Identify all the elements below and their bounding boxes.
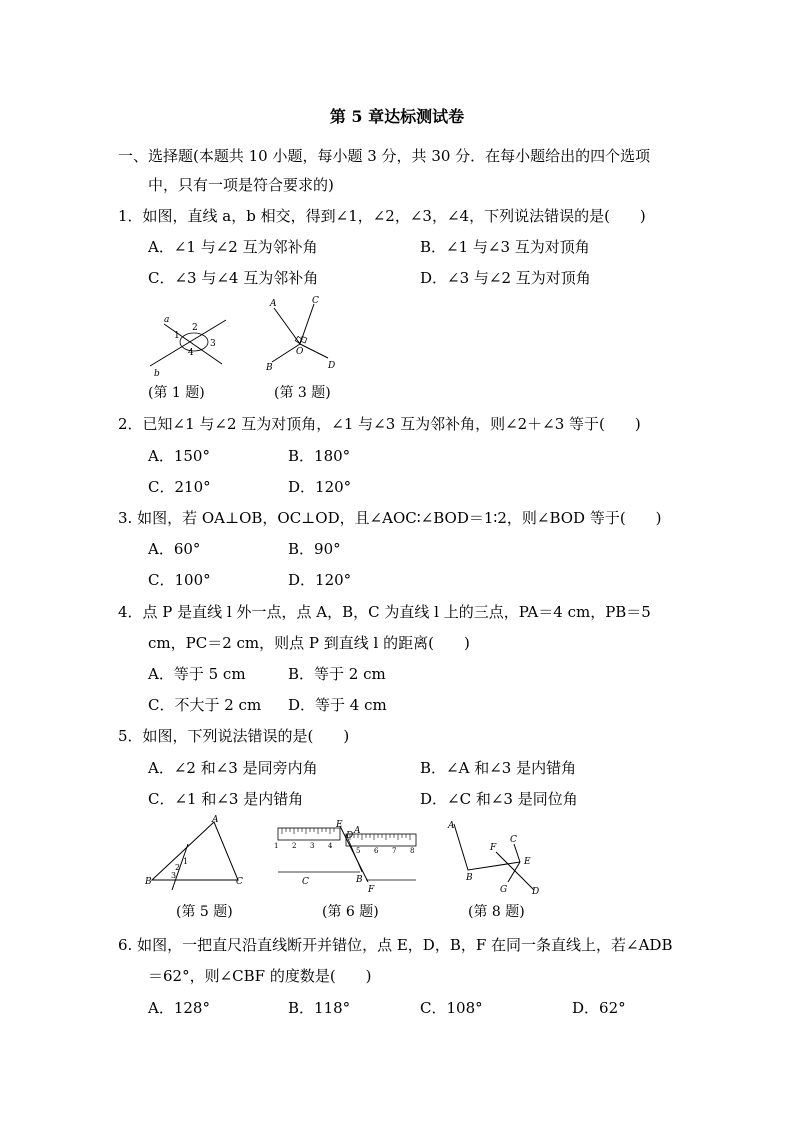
ruler-left-ticks xyxy=(282,828,334,834)
question-6-option-d: D．62° xyxy=(572,999,626,1017)
figure-5-caption: (第 5 题) xyxy=(176,904,233,920)
question-4-stem-line1: 4．点 P 是直线 l 外一点，点 A，B，C 为直线 l 上的三点，PA＝4 cm，PB＝5 xyxy=(118,603,651,621)
ruler-number-3: 3 xyxy=(310,842,315,850)
label-F: F xyxy=(368,885,375,895)
label-angle-2: 2 xyxy=(175,863,181,872)
question-1-option-c: C．∠3 与∠4 互为邻补角 xyxy=(148,269,319,287)
angle-arc xyxy=(180,333,208,351)
question-6-option-c: C．108° xyxy=(420,999,483,1017)
question-3-option-c: C．100° xyxy=(148,571,211,589)
label-A: A xyxy=(270,299,277,309)
question-4-option-d: D．等于 4 cm xyxy=(288,696,387,714)
question-1-option-b: B．∠1 与∠3 互为对顶角 xyxy=(420,238,590,256)
label-C: C xyxy=(312,296,319,306)
question-4-option-c: C．不大于 2 cm xyxy=(148,696,262,714)
figure-6-caption: (第 6 题) xyxy=(322,904,379,920)
section-heading-line1: 一、选择题(本题共 10 小题，每小题 3 分，共 30 分．在每小题给出的四个选项 xyxy=(118,147,651,165)
ruler-number-1: 1 xyxy=(274,842,279,850)
label-angle-2: 2 xyxy=(192,323,198,333)
question-3-option-a: A．60° xyxy=(148,540,201,558)
label-b: b xyxy=(154,369,160,379)
figure-3-diagram xyxy=(262,296,352,376)
label-B: B xyxy=(356,875,363,885)
question-5-option-a: A．∠2 和∠3 是同旁内角 xyxy=(148,759,318,777)
question-1-stem: 1．如图，直线 a，b 相交，得到∠1，∠2，∠3，∠4，下列说法错误的是( ) xyxy=(118,207,646,225)
question-3-option-d: D．120° xyxy=(288,571,352,589)
label-B: B xyxy=(145,877,152,887)
figure-5-diagram xyxy=(142,814,252,894)
label-O: O xyxy=(296,347,304,357)
question-6-stem-line1: 6. 如图，一把直尺沿直线断开并错位，点 E，D，B，F 在同一条直线上，若∠ADB xyxy=(118,936,673,954)
ray-ec xyxy=(514,844,520,862)
path-abe xyxy=(454,824,520,870)
question-2-option-a: A．150° xyxy=(148,447,210,465)
label-E: E xyxy=(524,857,531,867)
label-C: C xyxy=(236,877,243,887)
label-angle-3: 3 xyxy=(210,339,216,349)
label-angle-1: 1 xyxy=(183,857,189,866)
triangle-abc xyxy=(152,822,238,880)
figure-8-caption: (第 8 题) xyxy=(468,904,525,920)
question-6-option-b: B．118° xyxy=(288,999,351,1017)
question-1-option-a: A．∠1 与∠2 互为邻补角 xyxy=(148,238,318,256)
label-angle-3: 3 xyxy=(171,871,177,880)
label-E: E xyxy=(336,820,343,830)
label-D: D xyxy=(346,831,354,841)
figure-1-caption: (第 1 题) xyxy=(148,385,205,401)
question-4-stem-line2: cm，PC＝2 cm，则点 P 到直线 l 的距离( ) xyxy=(148,634,470,652)
section-heading-line2: 中，只有一项是符合要求的) xyxy=(148,176,334,194)
label-C: C xyxy=(302,877,309,887)
label-A: A xyxy=(212,815,219,825)
question-5-option-d: D．∠C 和∠3 是同位角 xyxy=(420,790,578,808)
ray-eg xyxy=(508,862,520,882)
ruler-number-8: 8 xyxy=(410,847,415,855)
question-4-option-b: B．等于 2 cm xyxy=(288,665,386,683)
label-angle-1: 1 xyxy=(174,331,180,341)
ruler-number-2: 2 xyxy=(292,842,297,850)
question-6-option-a: A．128° xyxy=(148,999,210,1017)
figure-6-diagram xyxy=(270,816,420,896)
question-3-option-b: B．90° xyxy=(288,540,341,558)
label-C: C xyxy=(510,835,517,845)
label-D: D xyxy=(532,887,540,897)
ray-oa xyxy=(274,308,300,344)
label-G: G xyxy=(500,885,508,895)
question-5-stem: 5．如图，下列说法错误的是( ) xyxy=(118,727,350,745)
ruler-number-5: 5 xyxy=(356,847,361,855)
question-6-stem-line2: ＝62°，则∠CBF 的度数是( ) xyxy=(148,967,372,985)
label-angle-4: 4 xyxy=(188,348,194,358)
figure-1-diagram xyxy=(140,300,240,380)
question-2-stem: 2．已知∠1 与∠2 互为对顶角，∠1 与∠3 互为邻补角，则∠2＋∠3 等于( ) xyxy=(118,415,641,433)
label-a: a xyxy=(164,315,170,325)
ruler-number-4: 4 xyxy=(328,842,333,850)
question-5-option-b: B．∠A 和∠3 是内错角 xyxy=(420,759,577,777)
question-4-option-a: A．等于 5 cm xyxy=(148,665,246,683)
question-2-option-d: D．120° xyxy=(288,478,352,496)
question-1-option-d: D．∠3 与∠2 互为对顶角 xyxy=(420,269,591,287)
ray-od xyxy=(300,344,328,358)
label-B: B xyxy=(266,363,273,373)
label-D: D xyxy=(328,361,336,371)
figure-3-caption: (第 3 题) xyxy=(274,385,331,401)
question-2-option-c: C．210° xyxy=(148,478,211,496)
ruler-number-6: 6 xyxy=(374,847,379,855)
label-A: A xyxy=(448,821,455,831)
question-2-option-b: B．180° xyxy=(288,447,351,465)
page-title: 第 5 章达标测试卷 xyxy=(329,107,465,126)
figure-8-diagram xyxy=(442,816,542,896)
question-3-stem: 3. 如图，若 OA⊥OB，OC⊥OD，且∠AOC∶∠BOD＝1∶2，则∠BOD 等于( ) xyxy=(118,509,662,527)
question-5-option-c: C．∠1 和∠3 是内错角 xyxy=(148,790,304,808)
label-A: A xyxy=(354,826,361,836)
ruler-number-7: 7 xyxy=(392,847,397,855)
label-B: B xyxy=(466,873,473,883)
label-F: F xyxy=(490,843,497,853)
ruler-upper-left xyxy=(278,828,340,840)
